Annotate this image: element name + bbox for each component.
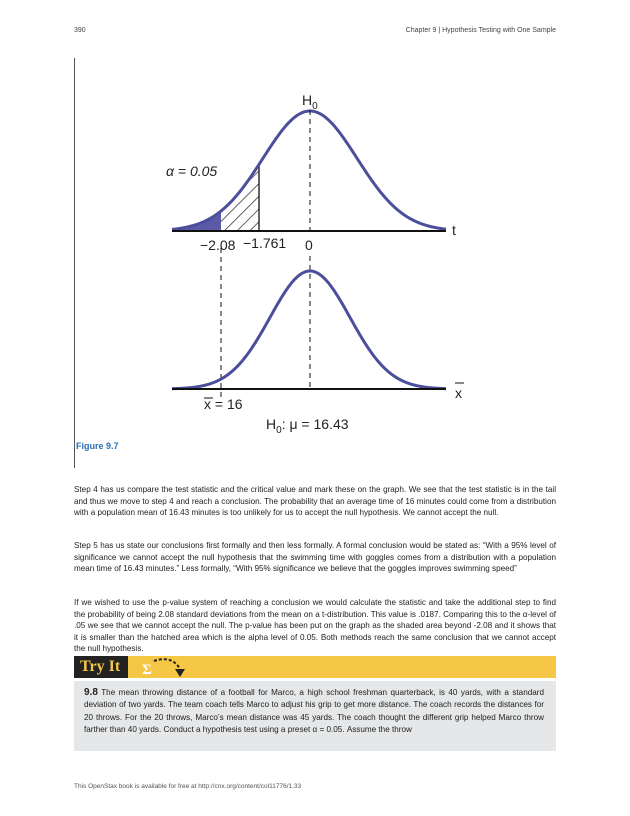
t-axis-label: t [452, 222, 456, 238]
x-axis-label: x [455, 385, 462, 401]
page-number: 390 [74, 27, 86, 34]
chapter-header: Chapter 9 | Hypothesis Testing with One Sample [405, 27, 556, 34]
exercise-text [84, 687, 544, 737]
tick-label-zero: 0 [305, 237, 313, 253]
h0-mean-label: $H_0$: μ = 16.43 [266, 416, 349, 436]
paragraph-p-value: If we wished to use the p-value system of reaching a conclusion we would calculate the statistic and take the additional step to find the probability of being 2.08 standard deviations from the mean on a t-distribution. This value is .0187. Comparing this to the α-level of .05 we see that we cannot accept the null. The p-value has been put on the graph as the shaded area beyond -2.08 and it shows that it is smaller than the hatched area which is the alpha level of 0.05. Both methods reach the same conclusion that we cannot accept the null hypothesis. [74, 598, 556, 654]
tick-label-test-statistic: −2.08 [200, 237, 236, 253]
sigma-pencil-icon [136, 657, 196, 683]
bottom-distribution-curve [172, 271, 446, 389]
footer-text: This OpenStax book is available for free at http://cnx.org/content/col11776/1.33 [74, 783, 302, 790]
paragraph-step-5: Step 5 has us state our conclusions first formally and then less formally. A formal conclusion would be stated as: “With a 95% level of significance we cannot accept the null hypothesis that the swimming time with goggles comes from a distribution with a population mean time of 16.43 minutes.” Less formally, “With 95% significance we believe that the goggles improves swimming speed” [74, 541, 556, 574]
svg-text:Σ: Σ [142, 662, 152, 678]
exercise-number: 9.8 [84, 687, 98, 698]
alpha-label: α = 0.05 [166, 163, 218, 179]
paragraph-step-4: Step 4 has us compare the test statistic and the critical value and mark these on the graph. We see that the test statistic is in the tail and thus we move to step 4 and reach a conclusion. The probability that an average time of 16 minutes could come from a distribution with a population mean of 16.43 minutes is too unlikely for us to accept the null hypothesis. We cannot accept the null. [74, 485, 556, 518]
try-it-label: Try It [74, 656, 128, 678]
exercise-box [74, 681, 556, 751]
figure-rule [74, 58, 75, 468]
xbar-label: x = 16 [204, 396, 243, 412]
tick-label-critical-value: −1.761 [243, 235, 287, 251]
exercise-body: The mean throwing distance of a football for Marco, a high school freshman quarterback, is 40 yards, with a standard deviation of two yards. The team coach tells Marco to adjust his grip to get more distance. The coach records the distances for 20 throws. For the 20 throws, Marco’s mean distance was 45 yards. The coach thought the different grip helped Marco throw farther than 40 yards. Conduct a hypothesis test using a preset α = 0.05. Assume the throw [84, 688, 544, 735]
figure-caption: Figure 9.7 [76, 441, 119, 451]
figure-graphic [76, 86, 496, 436]
top-curve-title: $H_0$ [302, 92, 318, 112]
